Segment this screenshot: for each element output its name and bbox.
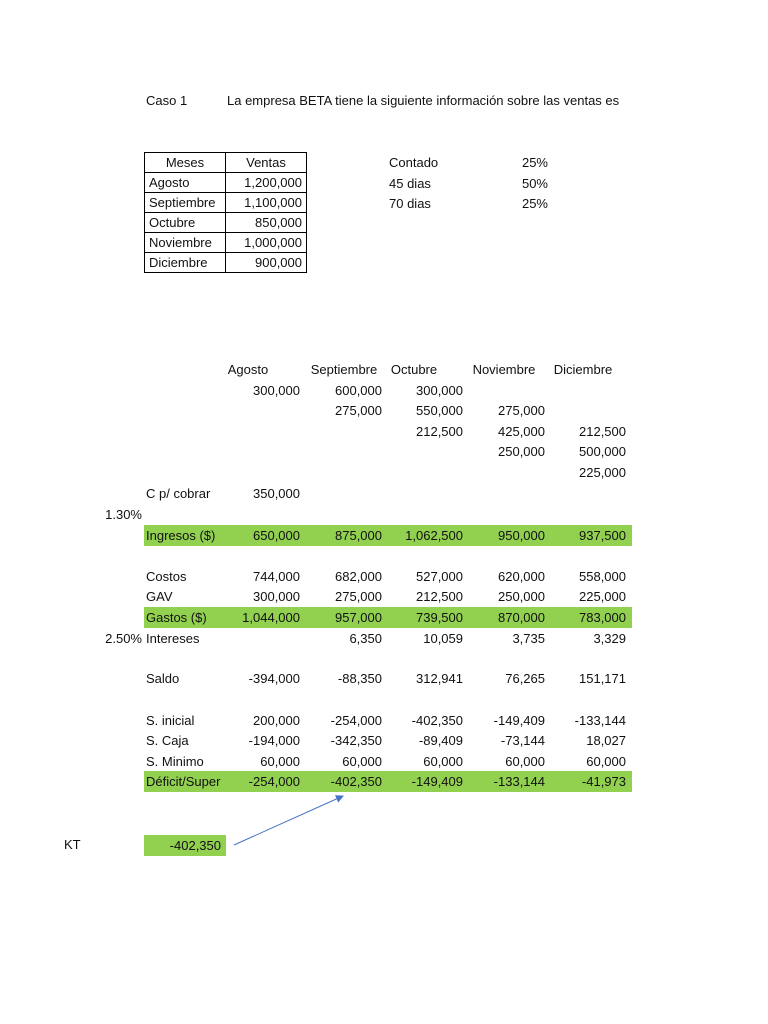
gastos-value: 870,000 <box>498 610 545 625</box>
saldo-value: -88,350 <box>337 671 382 686</box>
deficit-value: -402,350 <box>330 774 382 789</box>
kt-value: -402,350 <box>169 838 221 853</box>
term-pct: 25% <box>521 196 548 211</box>
s-minimo-value: 60,000 <box>260 754 300 769</box>
ingresos-value: 875,000 <box>335 528 382 543</box>
saldo-value: 312,941 <box>416 671 463 686</box>
saldo-label: Saldo <box>146 671 180 686</box>
costos-value: 558,000 <box>579 569 626 584</box>
collection-cell: 212,500 <box>416 424 463 439</box>
month-header: Septiembre <box>310 362 378 377</box>
month-cell: Septiembre <box>145 193 226 213</box>
month-cell: Agosto <box>145 173 226 193</box>
costos-value: 620,000 <box>498 569 545 584</box>
collection-cell: 300,000 <box>416 383 463 398</box>
gav-value: 300,000 <box>253 589 300 604</box>
s-caja-value: -194,000 <box>248 733 300 748</box>
cp-cobrar-label: C p/ cobrar <box>146 486 211 501</box>
saldo-value: -394,000 <box>248 671 300 686</box>
costos-value: 744,000 <box>253 569 300 584</box>
gastos-value: 783,000 <box>579 610 626 625</box>
term-label: 70 dias <box>389 196 431 211</box>
rate-intereses: 2.50% <box>105 631 142 646</box>
s-inicial-value: 200,000 <box>253 713 300 728</box>
gav-value: 275,000 <box>335 589 382 604</box>
kt-label: KT <box>64 837 81 852</box>
case-label: Caso 1 <box>146 93 188 108</box>
sales-cell: 1,000,000 <box>226 233 307 253</box>
collection-cell: 275,000 <box>335 403 382 418</box>
s-minimo-value: 60,000 <box>342 754 382 769</box>
gav-value: 212,500 <box>416 589 463 604</box>
s-minimo-label: S. Minimo <box>146 754 204 769</box>
saldo-value: 151,171 <box>579 671 626 686</box>
s-caja-value: -342,350 <box>330 733 382 748</box>
s-minimo-value: 60,000 <box>586 754 626 769</box>
sales-cell: 1,100,000 <box>226 193 307 213</box>
gastos-value: 957,000 <box>335 610 382 625</box>
s-caja-value: -73,144 <box>500 733 545 748</box>
case-description: La empresa BETA tiene la siguiente información sobre las ventas es <box>227 93 620 108</box>
sales-cell: 850,000 <box>226 213 307 233</box>
intereses-value: 3,735 <box>512 631 545 646</box>
s-inicial-value: -133,144 <box>574 713 626 728</box>
term-pct: 50% <box>521 176 548 191</box>
ingresos-label: Ingresos ($) <box>146 528 216 543</box>
s-inicial-value: -254,000 <box>330 713 382 728</box>
ingresos-value: 1,062,500 <box>405 528 463 543</box>
costos-label: Costos <box>146 569 187 584</box>
deficit-label: Déficit/Super <box>146 774 221 789</box>
collection-cell: 550,000 <box>416 403 463 418</box>
ingresos-value: 937,500 <box>579 528 626 543</box>
deficit-value: -149,409 <box>411 774 463 789</box>
deficit-value: -254,000 <box>248 774 300 789</box>
gastos-label: Gastos ($) <box>146 610 207 625</box>
gav-value: 225,000 <box>579 589 626 604</box>
ingresos-value: 950,000 <box>498 528 545 543</box>
costos-value: 682,000 <box>335 569 382 584</box>
intereses-value: 10,059 <box>423 631 463 646</box>
costos-value: 527,000 <box>416 569 463 584</box>
s-inicial-label: S. inicial <box>146 713 195 728</box>
header-meses: Meses <box>145 153 226 173</box>
s-minimo-value: 60,000 <box>423 754 463 769</box>
saldo-value: 76,265 <box>505 671 545 686</box>
gav-value: 250,000 <box>498 589 545 604</box>
intereses-label: Intereses <box>146 631 200 646</box>
month-header: Octubre <box>390 362 438 377</box>
collection-cell: 250,000 <box>498 444 545 459</box>
rate-ingresos: 1.30% <box>105 507 142 522</box>
month-header: Agosto <box>227 362 269 377</box>
term-pct: 25% <box>521 155 548 170</box>
collection-cell: 500,000 <box>579 444 626 459</box>
s-inicial-value: -149,409 <box>493 713 545 728</box>
term-label: Contado <box>389 155 439 170</box>
s-caja-value: 18,027 <box>586 733 626 748</box>
collection-cell: 600,000 <box>335 383 382 398</box>
month-cell: Noviembre <box>145 233 226 253</box>
intereses-value: 3,329 <box>593 631 626 646</box>
collection-cell: 225,000 <box>579 465 626 480</box>
collection-cell: 300,000 <box>253 383 300 398</box>
header-ventas: Ventas <box>226 153 307 173</box>
collection-cell: 425,000 <box>498 424 545 439</box>
s-caja-label: S. Caja <box>146 733 189 748</box>
sales-cell: 900,000 <box>226 253 307 273</box>
term-label: 45 dias <box>389 176 431 191</box>
deficit-value: -41,973 <box>581 774 626 789</box>
month-header: Noviembre <box>472 362 536 377</box>
deficit-value: -133,144 <box>493 774 545 789</box>
s-caja-value: -89,409 <box>418 733 463 748</box>
sales-cell: 1,200,000 <box>226 173 307 193</box>
intereses-value: 6,350 <box>349 631 382 646</box>
month-cell: Octubre <box>145 213 226 233</box>
month-cell: Diciembre <box>145 253 226 273</box>
collection-cell: 275,000 <box>498 403 545 418</box>
cp-cobrar-value: 350,000 <box>253 486 300 501</box>
gastos-value: 1,044,000 <box>242 610 300 625</box>
s-inicial-value: -402,350 <box>411 713 463 728</box>
ingresos-value: 650,000 <box>253 528 300 543</box>
collection-cell: 212,500 <box>579 424 626 439</box>
month-header: Diciembre <box>553 362 613 377</box>
gastos-value: 739,500 <box>416 610 463 625</box>
s-minimo-value: 60,000 <box>505 754 545 769</box>
gav-label: GAV <box>146 589 173 604</box>
